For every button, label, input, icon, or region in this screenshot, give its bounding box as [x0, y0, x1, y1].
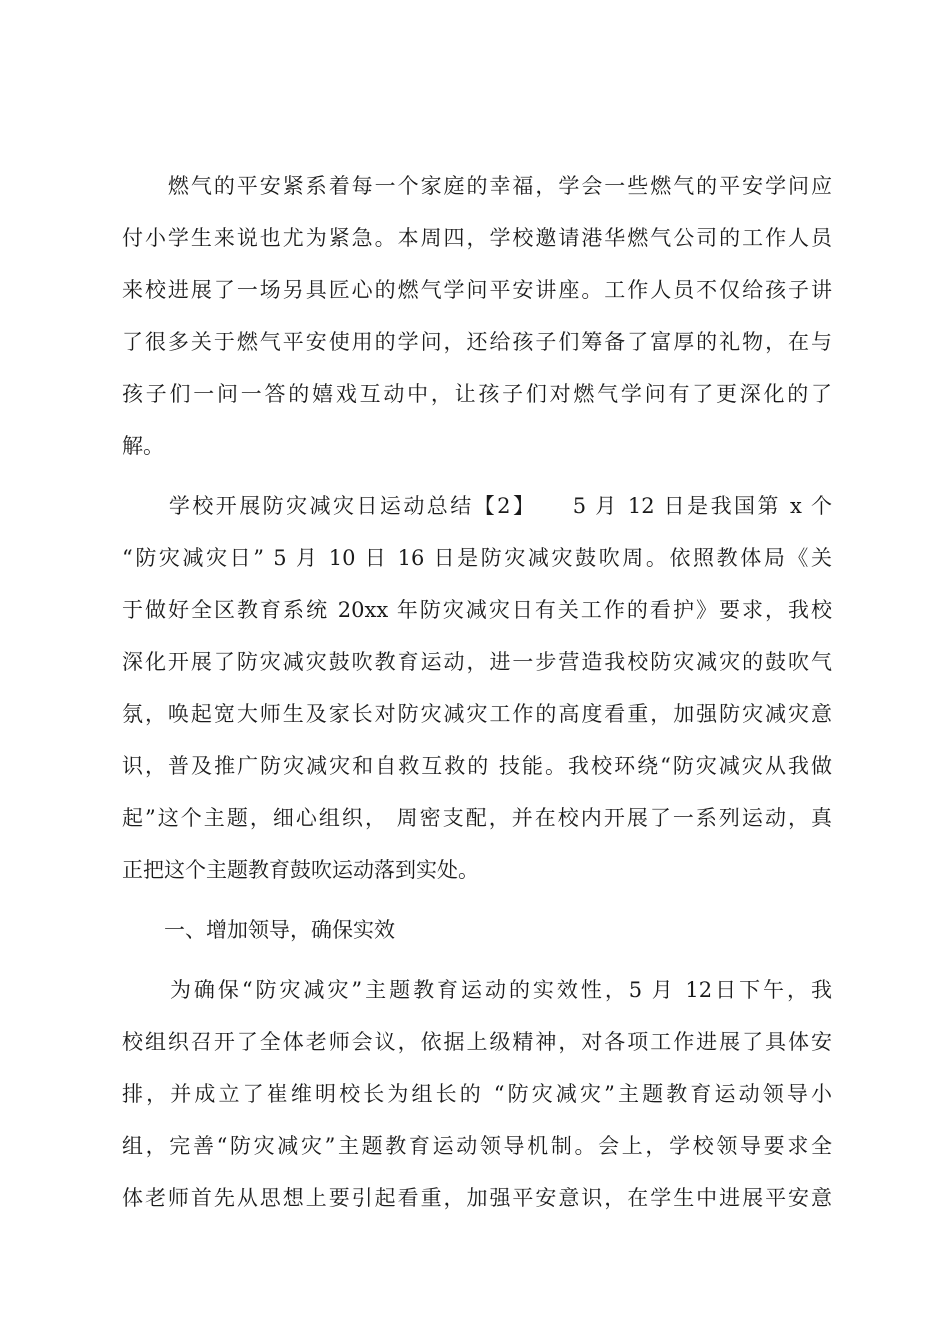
text-line: 了很多关于燃气平安使用的学问，还给孩子们筹备了富厚的礼物，在与 [122, 330, 832, 354]
heading-text: 一、增加领导，确保实效 [122, 918, 395, 942]
text-line: 燃气的平安紧系着每一个家庭的幸福，学会一些燃气的平安学问应 [122, 174, 832, 198]
text-line: 来校进展了一场另具匠心的燃气学问平安讲座。工作人员不仅给孩子讲 [122, 278, 832, 302]
document-page [122, 160, 832, 1224]
text-line: 学校开展防灾减灾日运动总结【2】 5 月 12 日是我国第 x 个 [122, 494, 832, 518]
text-line: 付小学生来说也尤为紧急。本周四，学校邀请港华燃气公司的工作人员 [122, 226, 832, 250]
text-line: 正把这个主题教育鼓吹运动落到实处。 [122, 858, 479, 882]
text-line: 氛，唤起宽大师生及家长对防灾减灾工作的高度看重，加强防灾减灾意 [122, 702, 832, 726]
text-line: 于做好全区教育系统 20xx 年防灾减灾日有关工作的看护》要求，我校 [122, 598, 832, 622]
text-line: 解。 [122, 434, 164, 458]
text-line: 校组织召开了全体老师会议，依据上级精神，对各项工作进展了具体安 [122, 1030, 832, 1054]
text-line: “防灾减灾日” 5 月 10 日 16 日是防灾减灾鼓吹周。依照教体局《关 [122, 546, 832, 570]
paragraph-leadership [122, 964, 832, 1224]
text-line: 排，并成立了崔维明校长为组长的 “防灾减灾”主题教育运动领导小 [122, 1082, 832, 1106]
text-line: 组，完善“防灾减灾”主题教育运动领导机制。会上，学校领导要求全 [122, 1134, 832, 1158]
text-line: 为确保“防灾减灾”主题教育运动的实效性，5 月 12日下午，我 [122, 978, 832, 1002]
text-line: 孩子们一问一答的嬉戏互动中，让孩子们对燃气学问有了更深化的了 [122, 382, 832, 406]
paragraph-summary-2 [122, 480, 832, 896]
text-line: 体老师首先从思想上要引起看重，加强平安意识，在学生中进展平安意 [122, 1186, 832, 1210]
section-heading [122, 904, 832, 956]
text-line: 起”这个主题，细心组织， 周密支配，并在校内开展了一系列运动，真 [122, 806, 832, 830]
paragraph-gas-safety [122, 160, 832, 472]
text-line: 识，普及推广防灾减灾和自救互救的 技能。我校环绕“防灾减灾从我做 [122, 754, 832, 778]
text-line: 深化开展了防灾减灾鼓吹教育运动，进一步营造我校防灾减灾的鼓吹气 [122, 650, 832, 674]
